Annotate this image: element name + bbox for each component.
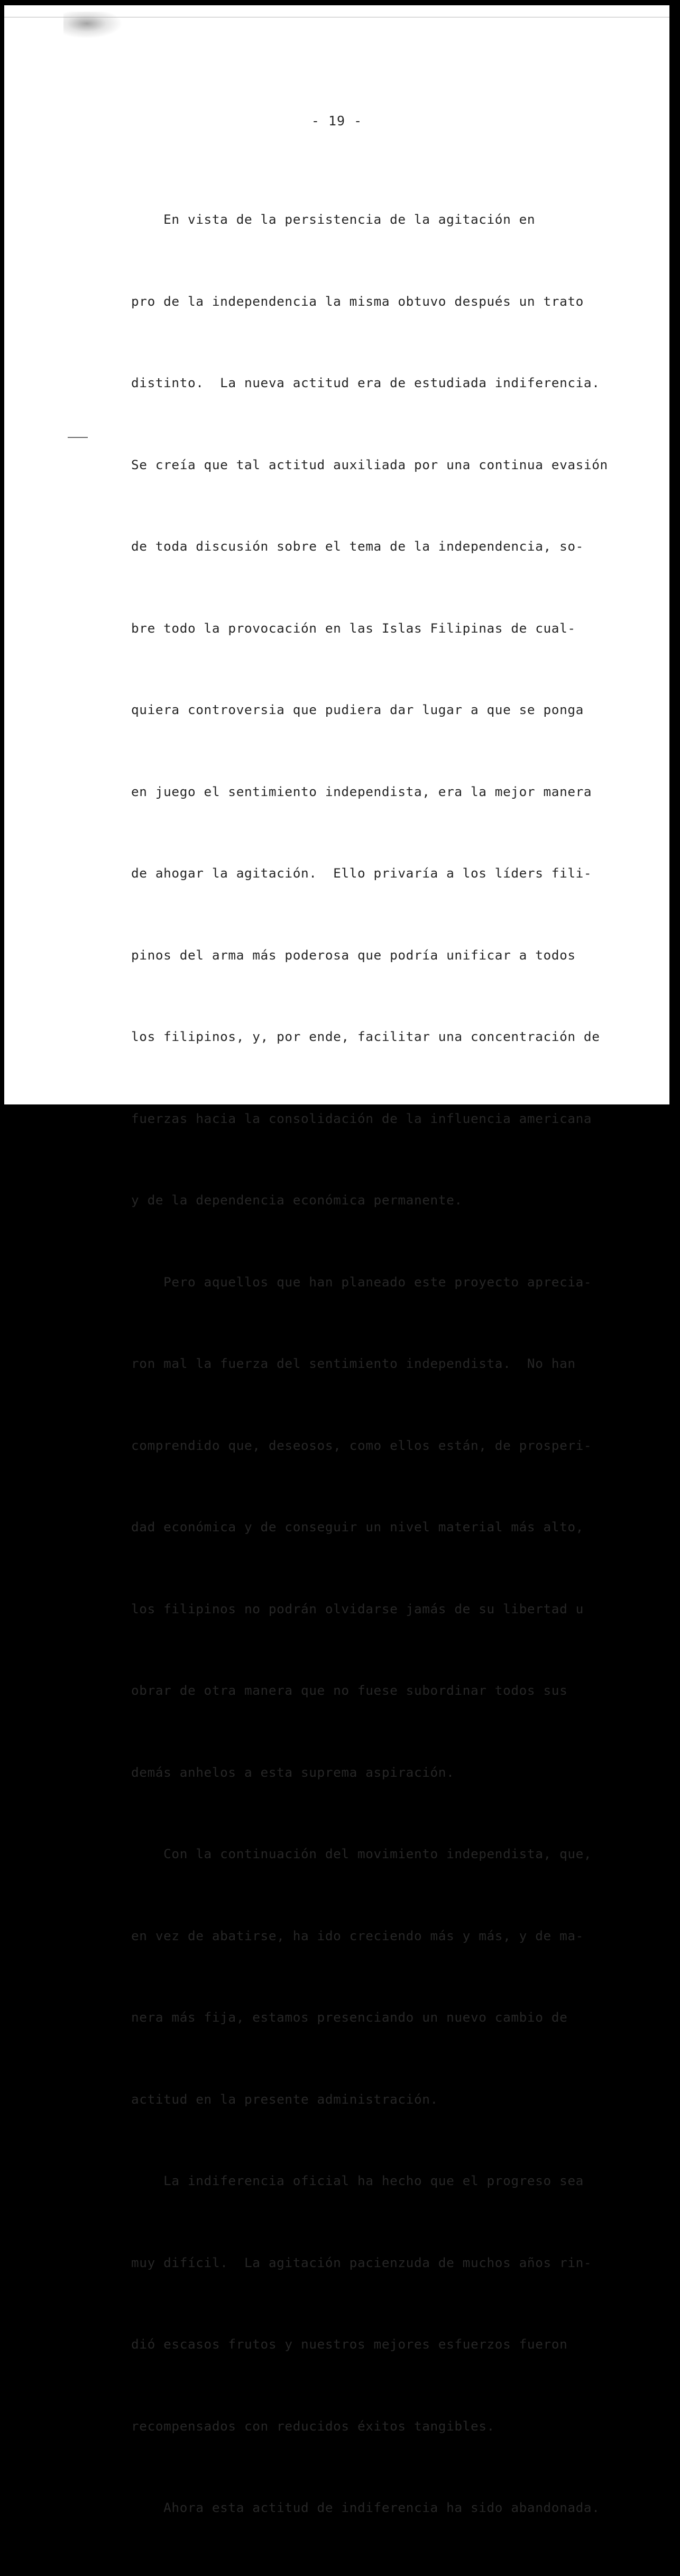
text-line: nera más fija, estamos presenciando un nuevo cambio de <box>131 2009 568 2025</box>
text-line: Ahora esta actitud de indiferencia ha sido abandonada. <box>131 2500 600 2515</box>
text-line: Con la continuación del movimiento independista, que, <box>131 1846 592 1861</box>
text-line: dad económica y de conseguir un nivel material más alto, <box>131 1519 584 1534</box>
text-line: En vista de la persistencia de la agitación en <box>131 212 536 227</box>
text-line: Se creía que tal actitud auxiliada por una continua evasión <box>131 456 608 472</box>
text-line: quiera controversia que pudiera dar lugar a que se ponga <box>131 702 584 717</box>
text-line: pinos del arma más poderosa que podría unificar a todos <box>131 947 576 963</box>
margin-mark <box>68 437 88 438</box>
typewritten-page <box>4 5 669 2515</box>
text-line: dió escasos frutos y nuestros mejores esfuerzos fueron <box>131 2336 568 2352</box>
text-line: actitud en la presente administración. <box>131 2091 438 2107</box>
text-line: muy difícil. La agitación pacienzuda de muchos años rin- <box>131 2254 592 2270</box>
text-line: bre todo la provocación en las Islas Filipinas de cual- <box>131 620 576 636</box>
text-line: Pero aquellos que han planeado este proyecto aprecia- <box>131 1274 592 1290</box>
text-line: recompensados con reducidos éxitos tangibles. <box>131 2418 495 2434</box>
body-text <box>131 151 628 2576</box>
text-line: y de la dependencia económica permanente. <box>131 1192 463 1208</box>
text-line: los filipinos no podrán olvidarse jamás de su libertad u <box>131 1601 584 1616</box>
text-line: pro de la independencia la misma obtuvo después un trato <box>131 293 584 309</box>
text-line: La indiferencia oficial ha hecho que el progreso sea <box>131 2173 584 2188</box>
text-line: distinto. La nueva actitud era de estudiada indiferencia. <box>131 375 600 390</box>
text-line: comprendido que, deseosos, como ellos están, de prosperi- <box>131 1437 592 1453</box>
text-line: ron mal la fuerza del sentimiento independista. No han <box>131 1356 576 1371</box>
page-number: - 19 - <box>311 113 363 129</box>
text-line: los filipinos, y, por ende, facilitar una concentración de <box>131 1029 600 1044</box>
text-line: en juego el sentimiento independista, era la mejor manera <box>131 783 592 799</box>
text-line: fuerzas hacia la consolidación de la influencia americana <box>131 1110 592 1126</box>
text-line: en vez de abatirse, ha ido creciendo más y más, y de ma- <box>131 1928 584 1943</box>
text-line: de ahogar la agitación. Ello privaría a los líders fili- <box>131 865 592 881</box>
ink-smudge <box>63 12 122 38</box>
text-line: demás anhelos a esta suprema aspiración. <box>131 1764 455 1780</box>
text-line: obrar de otra manera que no fuese subordinar todos sus <box>131 1683 568 1698</box>
text-line: de toda discusión sobre el tema de la independencia, so- <box>131 538 584 554</box>
